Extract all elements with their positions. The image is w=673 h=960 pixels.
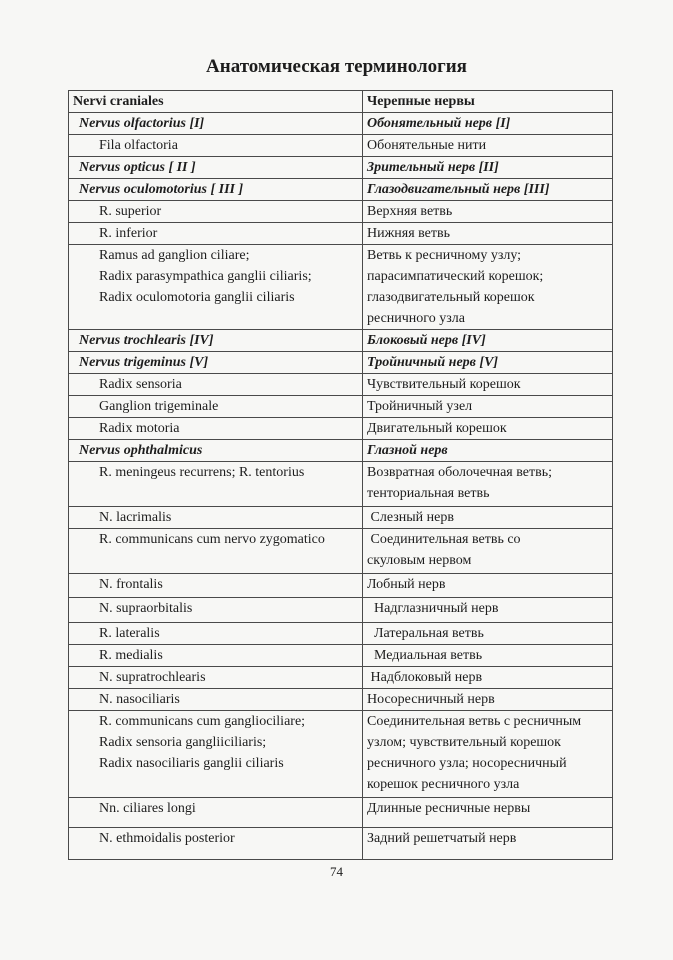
latin-term-line: Nervus opticus [ II ] [79,160,196,175]
latin-term-line: R. inferior [99,226,158,241]
russian-term-cell [363,574,613,598]
terminology-table [68,90,613,860]
table-row [69,374,613,396]
latin-term-cell [69,113,363,135]
russian-term-line: Надглазничный нерв [367,601,499,616]
latin-term-line: Nn. ciliares longi [99,801,196,816]
russian-term-line: Зрительный нерв [II] [367,160,499,175]
latin-term-cell [69,223,363,245]
latin-term-line: N. ethmoidalis posterior [99,831,235,846]
russian-term-cell [363,135,613,157]
russian-term-line: глазодвигательный корешок [367,290,535,305]
russian-term-line: Тройничный узел [367,399,473,414]
russian-term-cell [363,689,613,711]
latin-term-line: N. nasociliaris [99,692,180,707]
russian-term-cell [363,667,613,689]
latin-term-line: N. supraorbitalis [99,601,193,616]
russian-term-cell [363,201,613,223]
latin-term-line: Ganglion trigeminale [99,399,219,414]
table-row [69,507,613,529]
russian-term-cell [363,352,613,374]
table-row [69,418,613,440]
latin-term-cell [69,507,363,529]
nerve-section-row [69,179,613,201]
latin-term-line: Nervus trochlearis [IV] [79,333,214,348]
russian-term-line: Нижняя ветвь [367,226,451,241]
latin-term-line: R. communicans cum gangliociliare; [99,714,306,729]
russian-term-cell [363,374,613,396]
latin-term-cell [69,418,363,440]
russian-term-line: Латеральная ветвь [367,626,484,641]
russian-term-cell [363,828,613,860]
russian-term-cell [363,529,613,574]
russian-term-line: Возвратная оболочечная ветвь; [367,465,552,480]
latin-term-cell [69,374,363,396]
latin-term-line: Nervi craniales [73,94,164,109]
page-number: 74 [330,864,343,879]
page-title: Анатомическая терминология [206,56,467,77]
russian-term-line: Глазной нерв [367,443,448,458]
russian-term-line: Верхняя ветвь [367,204,453,219]
russian-term-line: ресничного узла [367,311,465,326]
table-header-row [69,91,613,113]
russian-term-line: узлом; чувствительный корешок [367,735,561,750]
russian-term-line: Обонятельные нити [367,138,487,153]
latin-term-line: Nervus trigeminus [V] [79,355,209,370]
russian-term-cell [363,711,613,798]
latin-term-cell [69,623,363,645]
latin-term-cell [69,689,363,711]
latin-term-cell [69,462,363,507]
latin-term-cell [69,135,363,157]
terminology-table-body [69,91,613,860]
russian-term-line: Глазодвигательный нерв [III] [367,182,550,197]
latin-term-line: Radix sensoria gangliiciliaris; [99,735,267,750]
latin-term-line: Ramus ad ganglion ciliare; [99,248,250,263]
russian-term-line: Соединительная ветвь со [367,532,521,547]
latin-term-line: Radix parasympathica ganglii ciliaris; [99,269,312,284]
table-row [69,223,613,245]
latin-term-line: Nervus oculomotorius [ III ] [79,182,244,197]
nerve-section-row [69,330,613,352]
latin-term-cell [69,711,363,798]
russian-term-line: корешок ресничного узла [367,777,520,792]
russian-term-cell [363,462,613,507]
latin-term-line: R. communicans cum nervo zygomatico [99,532,325,547]
table-row [69,245,613,330]
nerve-section-row [69,440,613,462]
table-row [69,623,613,645]
latin-term-cell [69,201,363,223]
latin-term-line: N. frontalis [99,577,163,592]
russian-term-cell [363,396,613,418]
table-row [69,135,613,157]
russian-term-line: Ветвь к ресничному узлу; [367,248,522,263]
russian-term-line: ресничного узла; носоресничный [367,756,567,771]
latin-term-cell [69,179,363,201]
latin-term-line: Nervus ophthalmicus [79,443,203,458]
russian-term-cell [363,507,613,529]
table-row [69,201,613,223]
latin-term-cell [69,574,363,598]
table-row [69,711,613,798]
russian-term-cell [363,598,613,623]
table-row [69,598,613,623]
nerve-section-row [69,157,613,179]
nerve-section-row [69,113,613,135]
russian-term-cell [363,91,613,113]
russian-term-cell [363,798,613,828]
latin-term-cell [69,352,363,374]
latin-term-cell [69,598,363,623]
russian-term-line: Соединительная ветвь с ресничным [367,714,582,729]
latin-term-cell [69,396,363,418]
table-row [69,574,613,598]
latin-term-line: R. lateralis [99,626,160,641]
latin-term-line: Radix oculomotoria ganglii ciliaris [99,290,295,305]
latin-term-cell [69,245,363,330]
russian-term-line: Тройничный нерв [V] [367,355,499,370]
russian-term-line: Двигательный корешок [367,421,507,436]
latin-term-line: R. meningeus recurrens; R. tentorius [99,465,305,480]
table-row [69,529,613,574]
russian-term-cell [363,179,613,201]
latin-term-line: R. medialis [99,648,163,663]
latin-term-cell [69,440,363,462]
russian-term-line: скуловым нервом [367,553,472,568]
russian-term-line: Черепные нервы [367,94,475,109]
russian-term-cell [363,645,613,667]
latin-term-line: Fila olfactoria [99,138,178,153]
latin-term-cell [69,91,363,113]
latin-term-cell [69,330,363,352]
latin-term-line: N. lacrimalis [99,510,172,525]
russian-term-cell [363,623,613,645]
table-row [69,689,613,711]
russian-term-line: парасимпатический корешок; [367,269,544,284]
latin-term-cell [69,529,363,574]
russian-term-cell [363,113,613,135]
russian-term-cell [363,418,613,440]
table-row [69,462,613,507]
russian-term-cell [363,223,613,245]
russian-term-cell [363,330,613,352]
russian-term-line: Медиальная ветвь [367,648,483,663]
latin-term-cell [69,798,363,828]
latin-term-line: N. supratrochlearis [99,670,206,685]
russian-term-line: тенториальная ветвь [367,486,490,501]
table-row [69,667,613,689]
russian-term-line: Блоковый нерв [IV] [367,333,486,348]
russian-term-line: Надблоковый нерв [367,670,483,685]
russian-term-line: Длинные ресничные нервы [367,801,531,816]
latin-term-cell [69,157,363,179]
table-row [69,645,613,667]
russian-term-line: Лобный нерв [367,577,446,592]
russian-term-cell [363,157,613,179]
latin-term-line: Radix sensoria [99,377,182,392]
russian-term-line: Чувствительный корешок [367,377,521,392]
russian-term-cell [363,440,613,462]
russian-term-line: Обонятельный нерв [I] [367,116,511,131]
latin-term-line: Radix nasociliaris ganglii ciliaris [99,756,284,771]
russian-term-line: Слезный нерв [367,510,454,525]
russian-term-cell [363,245,613,330]
latin-term-line: R. superior [99,204,162,219]
latin-term-line: Radix motoria [99,421,180,436]
table-row [69,396,613,418]
latin-term-cell [69,645,363,667]
latin-term-line: Nervus olfactorius [I] [79,116,205,131]
russian-term-line: Носоресничный нерв [367,692,495,707]
latin-term-cell [69,667,363,689]
table-row [69,798,613,828]
russian-term-line: Задний решетчатый нерв [367,831,517,846]
table-row [69,828,613,860]
latin-term-cell [69,828,363,860]
nerve-section-row [69,352,613,374]
